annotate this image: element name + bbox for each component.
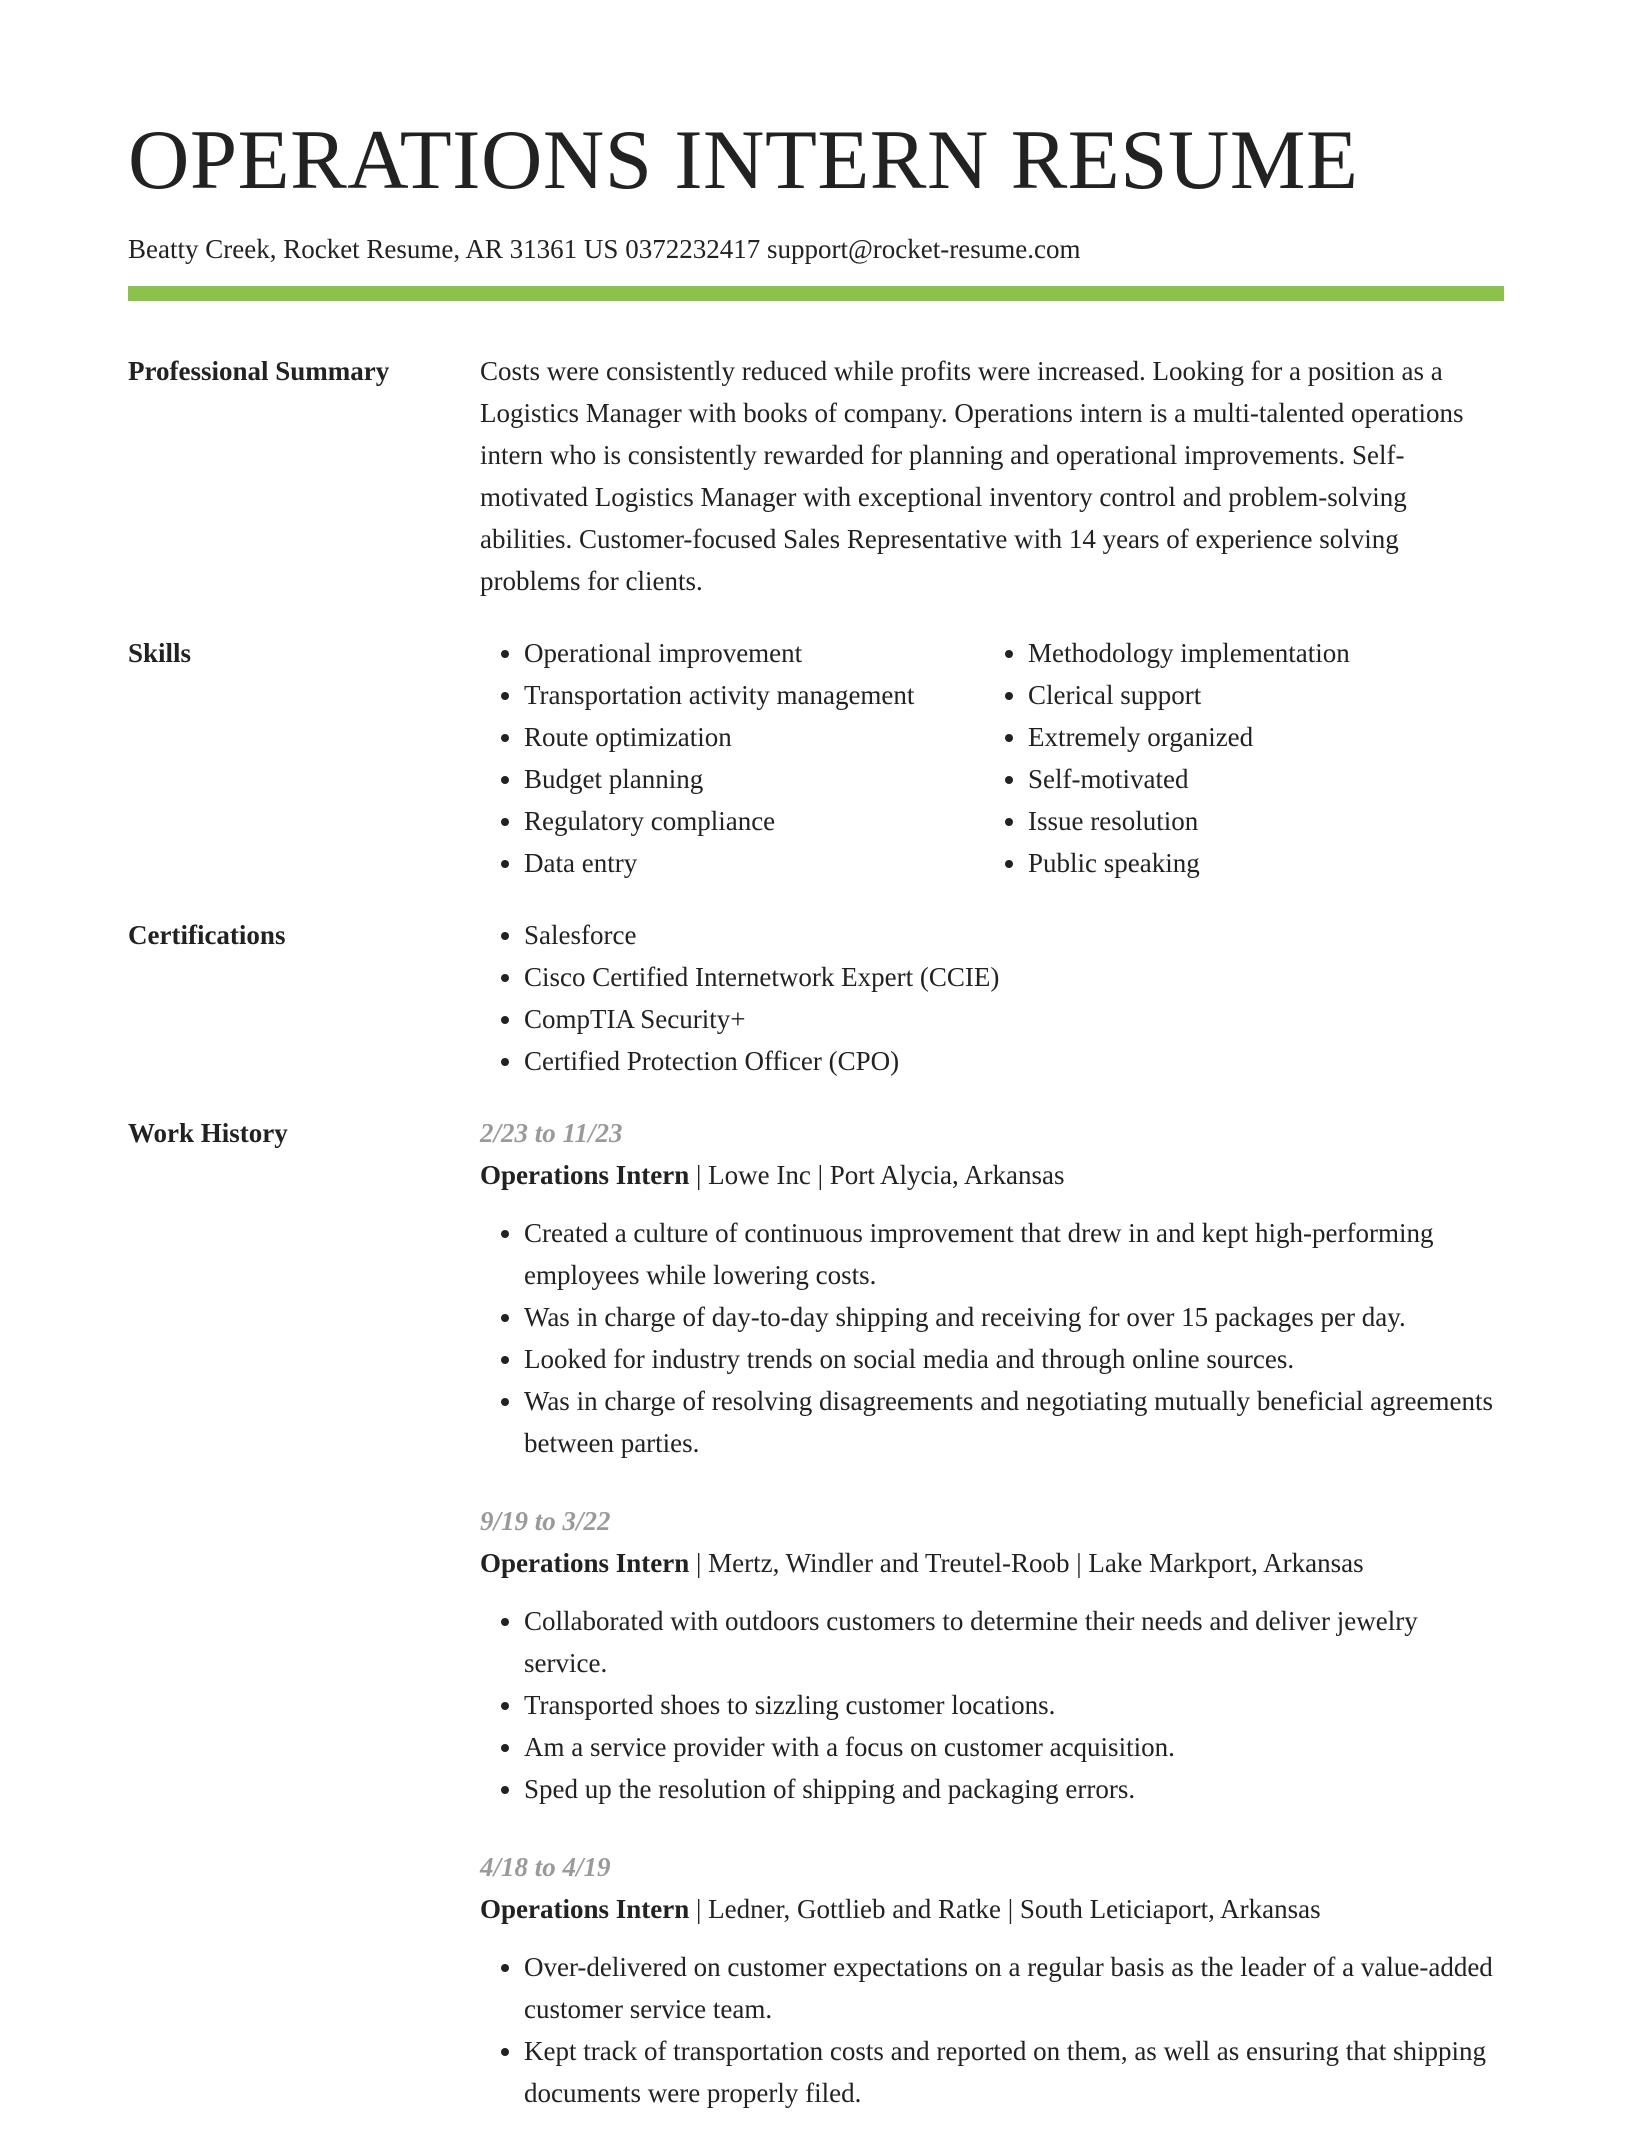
job-bullet: • Over-delivered on customer expectations on a regular basis as the leader of a value-added customer service team. [524,1946,1504,2030]
certification-item: • Salesforce [524,914,1504,956]
job-title: Operations Intern [480,1548,690,1578]
skill-item: • Public speaking [1028,842,1548,884]
job-dates: 4/18 to 4/19 [480,1852,611,1882]
job-bullet: • Transported shoes to sizzling customer locations. [524,1684,1504,1726]
skill-item: • Self-motivated [1028,758,1548,800]
job-bullet: • Created a culture of continuous improvement that drew in and kept high-performing employees while lowering costs. [524,1212,1504,1296]
section-body [480,914,1504,1082]
job-details: | Ledner, Gottlieb and Ratke | South Leticiaport, Arkansas [689,1894,1321,1924]
job-bullets [480,1946,1504,2114]
job-heading [480,1888,1504,1930]
work-history-section [128,1112,1504,2114]
section-body [480,1112,1504,2114]
contact-line: Beatty Creek, Rocket Resume, AR 31361 US 0372232417 support@rocket-resume.com [128,234,1081,264]
job-bullet: • Collaborated with outdoors customers to determine their needs and deliver jewelry service. [524,1600,1504,1684]
job-bullet: • Was in charge of day-to-day shipping and receiving for over 15 packages per day. [524,1296,1504,1338]
certification-item: • Cisco Certified Internetwork Expert (CCIE) [524,956,1504,998]
resume-title: OPERATIONS INTERN RESUME [128,113,1359,207]
job-heading [480,1542,1504,1584]
job-dates: 2/23 to 11/23 [480,1118,623,1148]
skills-grid [480,632,1504,884]
job-bullet: • Kept track of transportation costs and reported on them, as well as ensuring that shipping documents were properly filed. [524,2030,1504,2114]
job-dates: 9/19 to 3/22 [480,1506,611,1536]
job-bullet: • Sped up the resolution of shipping and packaging errors. [524,1768,1504,1810]
skill-item: • Operational improvement [524,632,984,674]
section-body [480,350,1504,602]
job-heading [480,1154,1504,1196]
summary-text: Costs were consistently reduced while profits were increased. Looking for a position as a Logistics Manager with books of company. Operations intern is a multi-talented operations intern who is consistently rewarded for planning and operational improvements. Self-motivated Logistics Manager with exceptional inventory control and problem-solving abilities. Customer-focused Sales Representative with 14 years of experience solving problems for clients. [480,356,1464,596]
skill-item: • Clerical support [1028,674,1548,716]
job-title: Operations Intern [480,1160,690,1190]
skill-item: • Transportation activity management [524,674,984,716]
job-bullet: • Was in charge of resolving disagreements and negotiating mutually beneficial agreements between parties. [524,1380,1504,1464]
header-divider [128,286,1504,301]
job-bullets [480,1600,1504,1810]
job-entry [480,1500,1504,1810]
resume-sections [128,350,1504,2144]
skill-item: • Extremely organized [1028,716,1548,758]
skill-item: • Methodology implementation [1028,632,1548,674]
skill-item: • Route optimization [524,716,984,758]
job-details: | Mertz, Windler and Treutel-Roob | Lake Markport, Arkansas [689,1548,1364,1578]
certification-item: • CompTIA Security+ [524,998,1504,1040]
job-bullet: • Am a service provider with a focus on customer acquisition. [524,1726,1504,1768]
job-details: | Lowe Inc | Port Alycia, Arkansas [689,1160,1065,1190]
section-title: Certifications [128,920,286,950]
skills-list-right [984,632,1548,884]
certifications-section [128,914,1504,1082]
job-entry [480,1112,1504,1464]
skill-item: • Issue resolution [1028,800,1548,842]
skill-item: • Regulatory compliance [524,800,984,842]
summary-section [128,350,1504,602]
skills-list-left [480,632,984,884]
job-bullets [480,1212,1504,1464]
skill-item: • Budget planning [524,758,984,800]
job-bullet: • Looked for industry trends on social media and through online sources. [524,1338,1504,1380]
section-title: Professional Summary [128,356,390,386]
skills-section [128,632,1504,884]
job-title: Operations Intern [480,1894,690,1924]
section-title: Work History [128,1118,288,1148]
job-entry [480,1846,1504,2114]
certifications-list [480,914,1504,1082]
section-title: Skills [128,638,192,668]
skill-item: • Data entry [524,842,984,884]
certification-item: • Certified Protection Officer (CPO) [524,1040,1504,1082]
